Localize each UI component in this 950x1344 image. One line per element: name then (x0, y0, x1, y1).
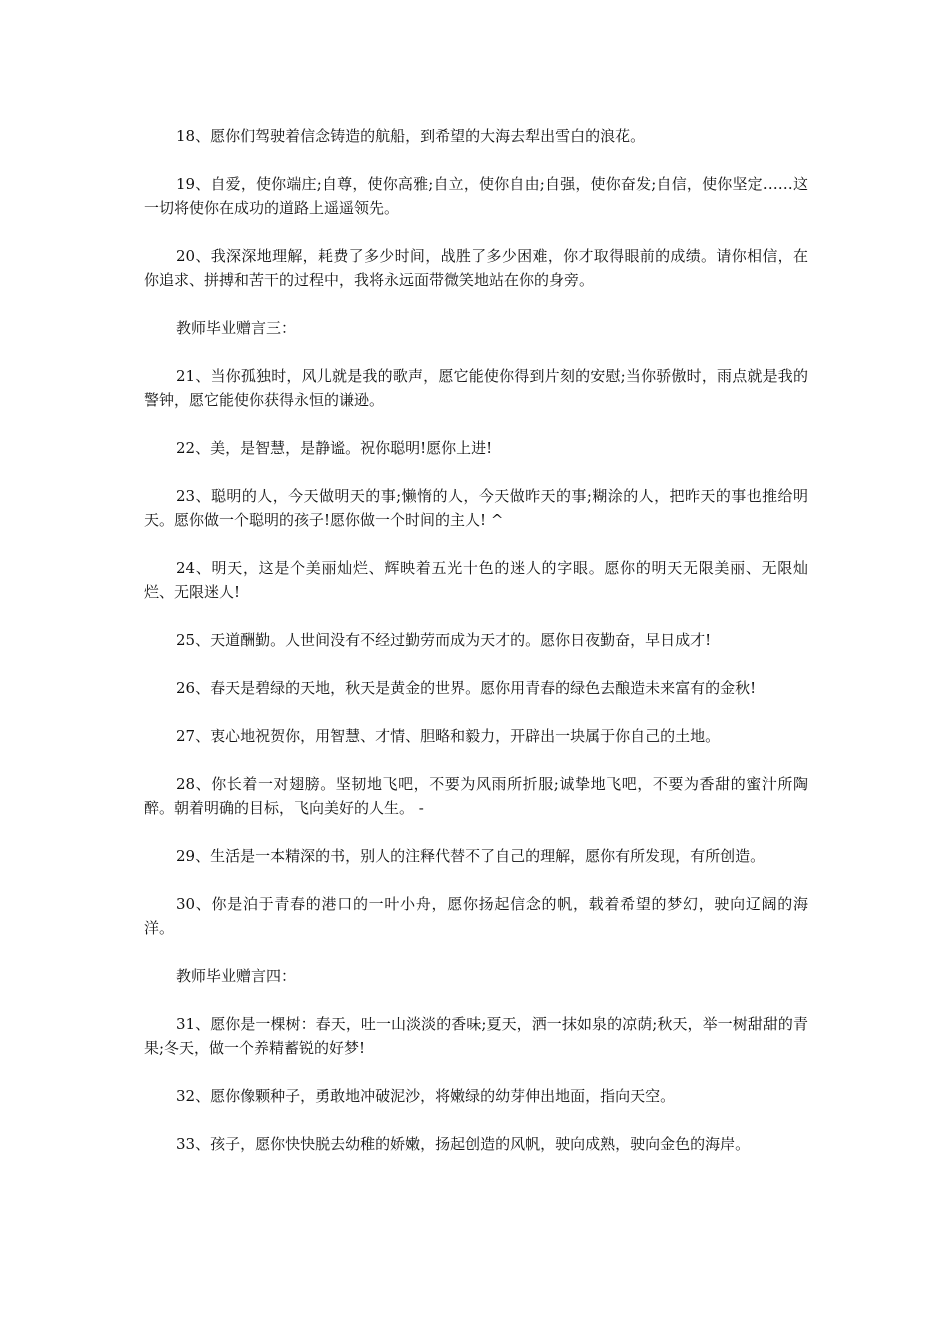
paragraph-31: 31、愿你是一棵树：春天，吐一山淡淡的香味;夏天，洒一抹如泉的凉荫;秋天，举一树甜甜的青果;冬天，做一个养精蓄锐的好梦! (144, 1015, 808, 1057)
document-body (144, 124, 808, 1180)
paragraph-18: 18、愿你们驾驶着信念铸造的航船，到希望的大海去犁出雪白的浪花。 (176, 127, 646, 145)
paragraph-24: 24、明天，这是个美丽灿烂、辉映着五光十色的迷人的字眼。愿你的明天无限美丽、无限灿烂、无限迷人! (144, 559, 808, 601)
paragraph-26: 26、春天是碧绿的天地，秋天是黄金的世界。愿你用青春的绿色去酿造未来富有的金秋! (176, 679, 757, 697)
paragraph-32: 32、愿你像颗种子，勇敢地冲破泥沙，将嫩绿的幼芽伸出地面，指向天空。 (176, 1087, 676, 1105)
paragraph-22: 22、美，是智慧，是静谧。祝你聪明!愿你上进! (176, 439, 493, 457)
paragraph-28: 28、你长着一对翅膀。坚韧地飞吧，不要为风雨所折服;诚挚地飞吧，不要为香甜的蜜汁所陶醉。朝着明确的目标，飞向美好的人生。 - (144, 775, 808, 817)
paragraph-27: 27、衷心地祝贺你，用智慧、才情、胆略和毅力，开辟出一块属于你自己的土地。 (176, 727, 721, 745)
paragraph-20: 20、我深深地理解，耗费了多少时间，战胜了多少困难，你才取得眼前的成绩。请你相信，在你追求、拼搏和苦干的过程中，我将永远面带微笑地站在你的身旁。 (144, 247, 808, 289)
paragraph-33: 33、孩子，愿你快快脱去幼稚的娇嫩，扬起创造的风帆，驶向成熟，驶向金色的海岸。 (176, 1135, 751, 1153)
paragraph-29: 29、生活是一本精深的书，别人的注释代替不了自己的理解，愿你有所发现，有所创造。 (176, 847, 766, 865)
section-heading-three: 教师毕业赠言三： (176, 319, 297, 337)
paragraph-19: 19、自爱，使你端庄;自尊，使你高雅;自立，使你自由;自强，使你奋发;自信，使你坚定……这一切将使你在成功的道路上遥遥领先。 (144, 175, 808, 217)
paragraph-23: 23、聪明的人，今天做明天的事;懒惰的人，今天做昨天的事;糊涂的人，把昨天的事也推给明天。愿你做一个聪明的孩子!愿你做一个时间的主人! ^ (144, 487, 808, 529)
paragraph-25: 25、天道酬勤。人世间没有不经过勤劳而成为天才的。愿你日夜勤奋，早日成才! (176, 631, 712, 649)
paragraph-21: 21、当你孤独时，风儿就是我的歌声，愿它能使你得到片刻的安慰;当你骄傲时，雨点就是我的警钟，愿它能使你获得永恒的谦逊。 (144, 367, 808, 409)
section-heading-four: 教师毕业赠言四： (176, 967, 297, 985)
paragraph-30: 30、你是泊于青春的港口的一叶小舟，愿你扬起信念的帆，载着希望的梦幻，驶向辽阔的海洋。 (144, 895, 808, 937)
